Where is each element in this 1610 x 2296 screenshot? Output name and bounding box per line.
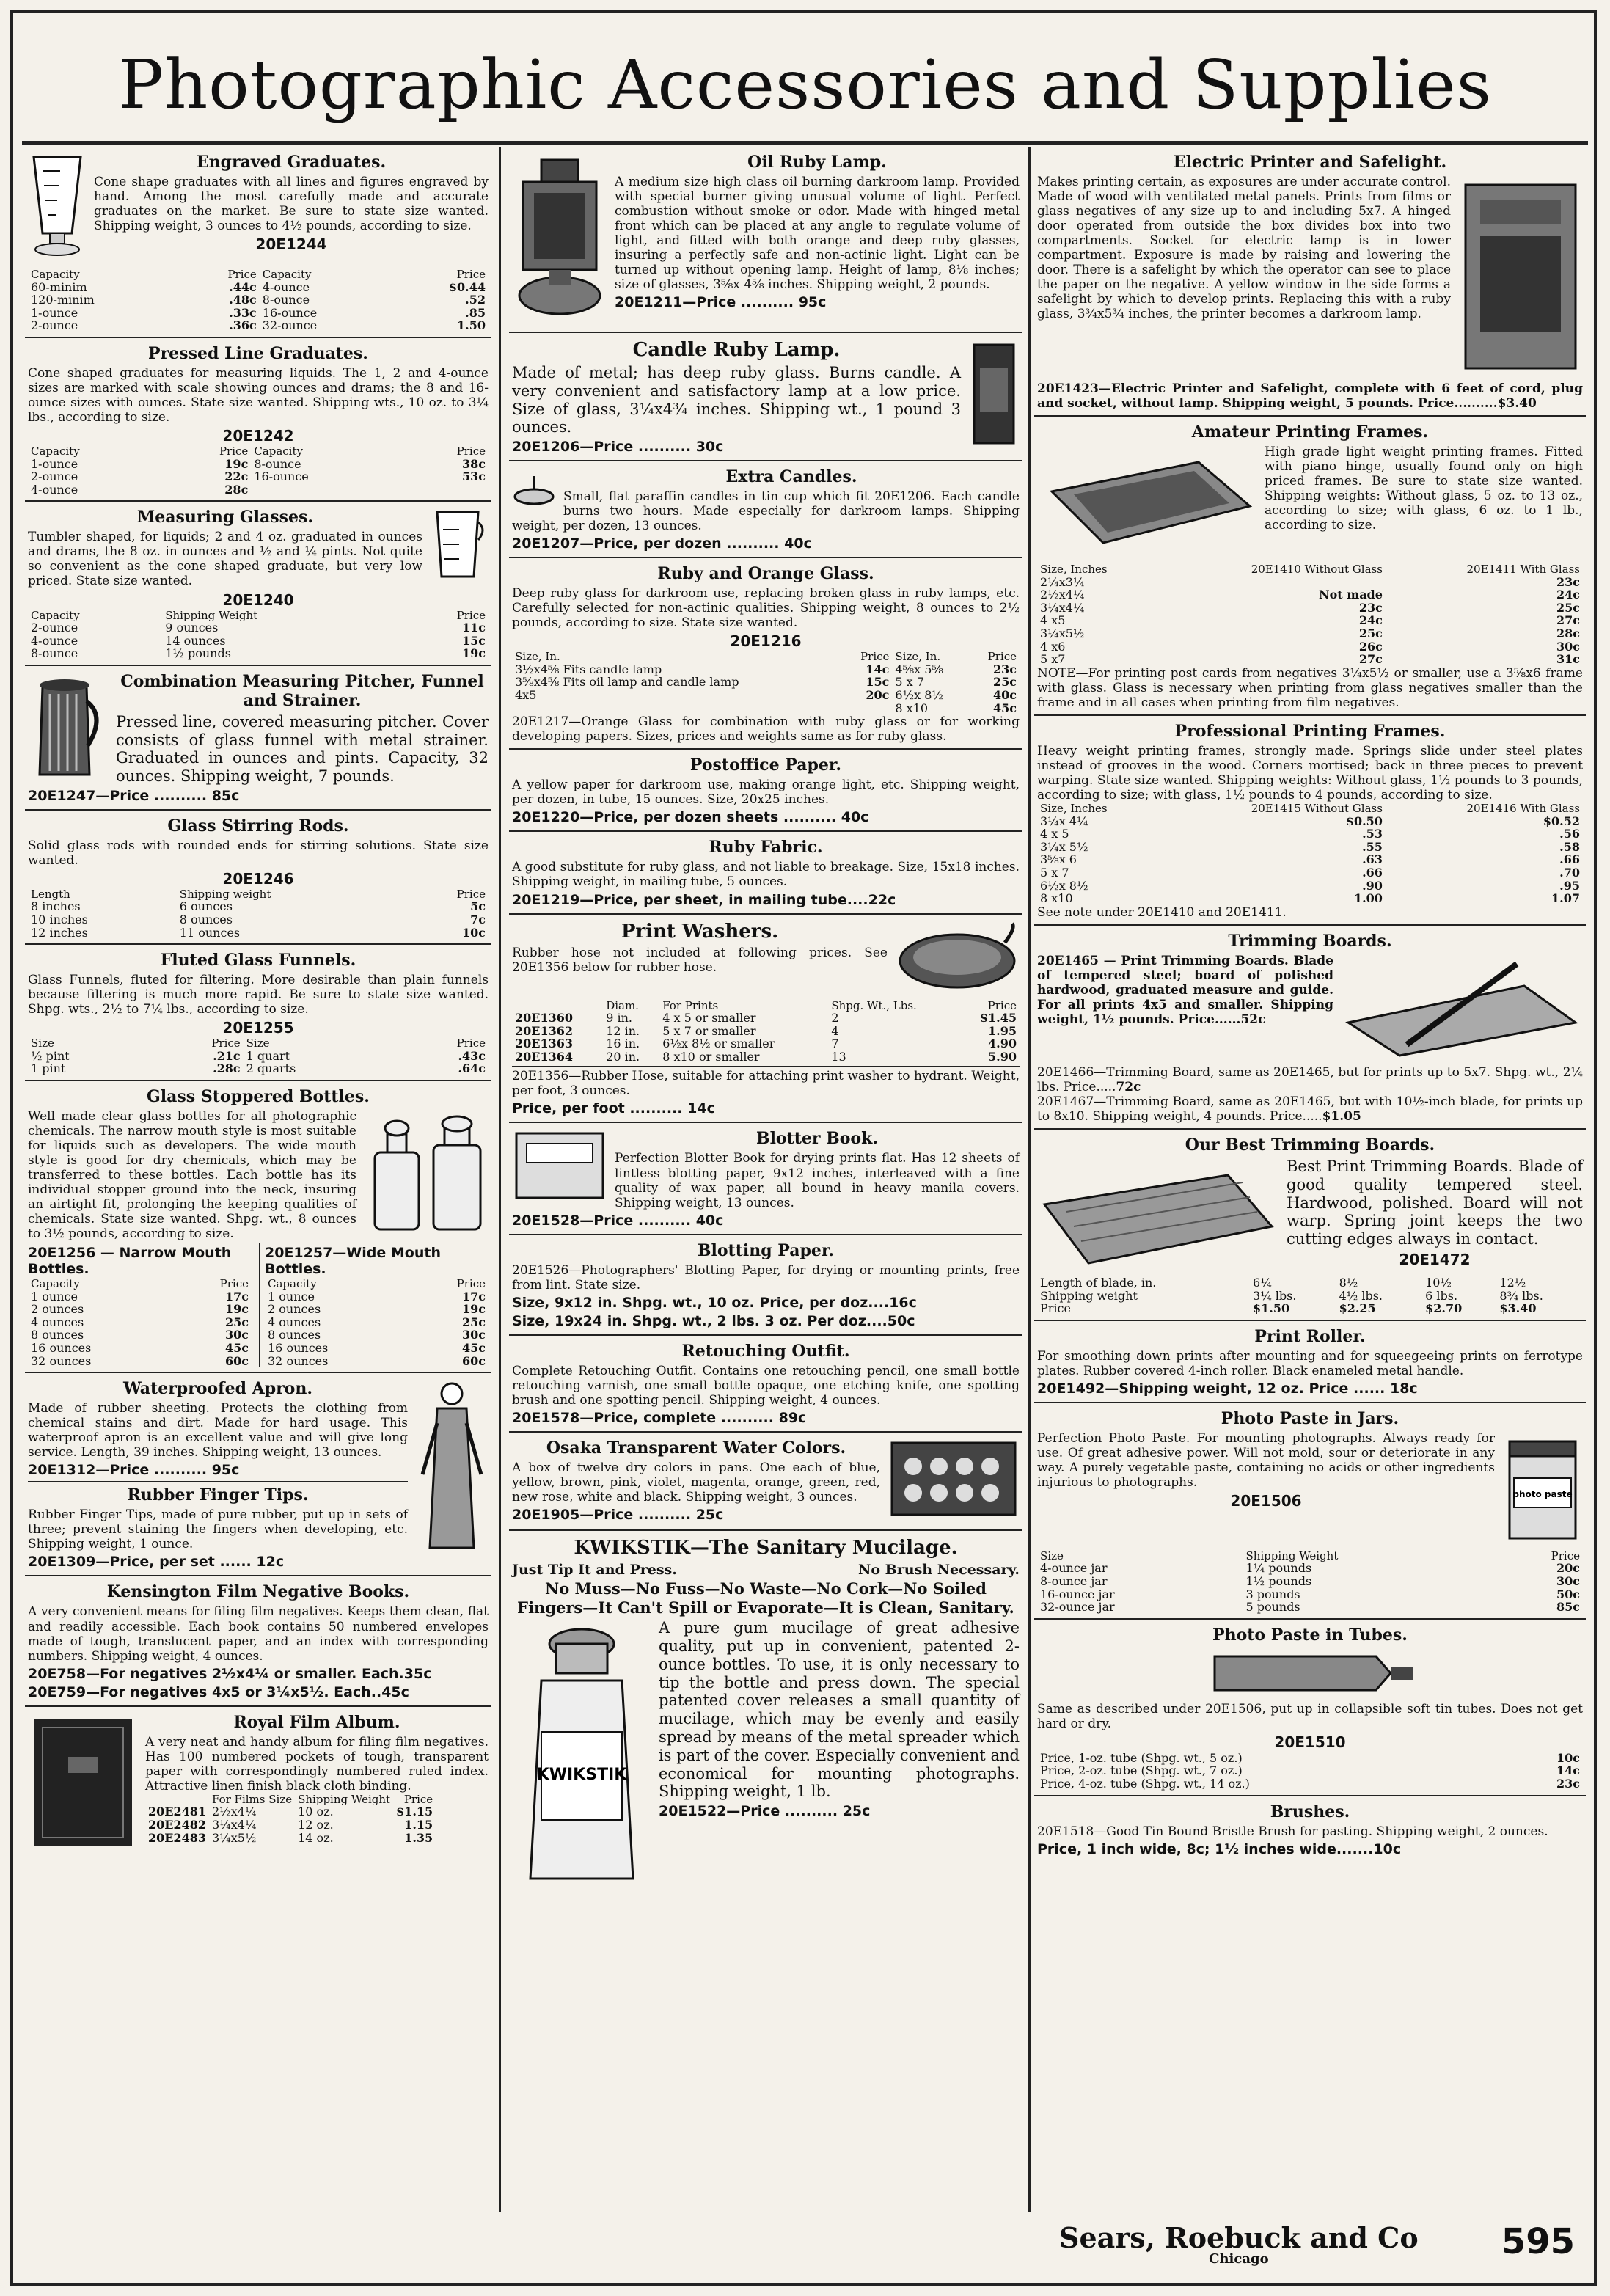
table-row: 4x5 20c 6½x 8½ 40c (515, 688, 1017, 703)
section-text: Perfection Photo Paste. For mounting photographs. Always ready for use. Of great adhesive power. Will not mold, sour or deteriorate in any way. A purely vegetable paste, containing no acids or other ingredients injurious to photographs. (1037, 1430, 1495, 1490)
page-footer (10, 2215, 1597, 2274)
best-trimming-board-icon (1037, 1160, 1279, 1273)
section-title: Osaka Transparent Water Colors. (546, 1438, 846, 1458)
section-note: 20E1356—Rubber Hose, suitable for attaching print washer to hydrant. Weight, per foot, 3 ounces. (512, 1066, 1020, 1098)
section-text: Well made clear glass bottles for all photographic chemicals. The narrow mouth style is most suitable for liquids such as developers. The wide mouth style is good for dry chemicals, which may be transferred to these bottles. Each bottle has its individual stopper ground into the neck, insuring an airtight fit, prolonging the keeping qualities of chemicals. State size wanted. Shpg. wt., 8 ounces to 3½ pounds, according to size. (28, 1109, 356, 1242)
section-title: Our Best Trimming Boards. (1185, 1135, 1435, 1155)
section-album (25, 1707, 491, 1862)
catalog-number: 20E1246 (222, 869, 294, 888)
paint-box-icon (888, 1438, 1020, 1522)
catalog-number: 20E1255 (222, 1019, 294, 1037)
bottles-icon (364, 1112, 489, 1240)
table-row: Price, 1-oz. tube (Shpg. wt., 5 oz.) 10c (1040, 1750, 1580, 1765)
order-line: 20E1247—Price .......... 85c (28, 787, 240, 804)
section-funnels (25, 945, 491, 1081)
price-table: Capacity Price 1 ounce 17c 2 ounces 19c 4 ounces 25c 8 ounces 30c 16 ounces 45c 32 ounces 60c (265, 1278, 489, 1367)
section-title: Waterproofed Apron. (123, 1379, 312, 1399)
section-retouching (509, 1336, 1022, 1433)
section-title: Pressed Line Graduates. (148, 343, 368, 363)
column-divider (499, 147, 501, 2212)
section-bottles (25, 1081, 491, 1373)
table-row: 16 ounces 45c (31, 1340, 249, 1355)
order-line: 20E1207—Price, per dozen .......... 40c (512, 535, 812, 552)
section-text: Heavy weight printing frames, strongly made. Springs slide under steel plates instead of grooves in the wood. Corners mortised; back in three pieces to prevent warping. State size wanted. Shipping weights: Without glass, 1½ pounds to 3 pounds, according to size; with glass, 1½ pounds to 4 pounds, according to size. (1037, 743, 1583, 803)
section-text: Complete Retouching Outfit. Contains one retouching pencil, one small bottle retouching varnish, one small bottle opaque, one etching knife, one spotting brush and one spotting pencil. Shipping weight, 4 ounces. (512, 1363, 1020, 1408)
table-row: Price $1.50 $2.25 $2.70 $3.40 (1040, 1301, 1537, 1316)
price-table: Size, Inches 20E1410 Without Glass 20E1411 With Glass 2¼x3¼ 23c 2½x4¼ Not made 24c 3¼x4¼ 23c 25c 4 x5 24c 27c 3¼x5½ 25c 28c 4 x6 26c 30c 5 x7 27c 31c (1037, 563, 1583, 666)
print-washer-icon (895, 921, 1020, 997)
section-title: Amateur Printing Frames. (1191, 423, 1429, 442)
section-electric-printer (1034, 147, 1586, 417)
trimming-board-icon (1341, 957, 1583, 1062)
table-row: ½ pint .21c 1 quart .43c (31, 1048, 486, 1063)
table-row: Length of blade, in. 6¼ 8½ 10½ 12½ (1040, 1275, 1526, 1290)
section-paste-tubes (1034, 1620, 1586, 1796)
table-row: 1 pint .28c 2 quarts .64c (31, 1061, 486, 1076)
oil-lamp-icon (512, 153, 607, 324)
section-pitcher (25, 666, 491, 811)
table-row: 16-ounce jar 3 pounds 50c (1040, 1587, 1580, 1601)
section-oil-lamp (509, 147, 1022, 333)
section-text: Perfection Blotter Book for drying prints flat. Has 12 sheets of lintless blotting paper, 9x12 inches, interleaved with a fine quality of wax paper, all bound in heavy manila covers. Shipping weight, 13 ounces. (615, 1151, 1020, 1210)
section-amateur-frames (1034, 417, 1586, 716)
table-row: 8 inches 6 ounces 5c (31, 899, 486, 914)
company-signature: Sears, Roebuck and Co Chicago (1059, 2221, 1419, 2267)
section-text: A very convenient means for filing film negatives. Keeps them clean, flat and readily accessible. Each book contains 50 numbered envelopes made of tough, translucent paper, and an index with corresponding numbers. Shipping weight, 4 ounces. (28, 1604, 489, 1664)
section-candles (509, 461, 1022, 558)
section-title: Ruby Fabric. (709, 838, 823, 858)
order-line: 20E758—For negatives 2½x4¼ or smaller. Each.35c (28, 1665, 432, 1682)
section-title: KWIKSTIK—The Sanitary Mucilage. (574, 1536, 958, 1559)
table-row: 6½x 8½ .90 .95 (1040, 878, 1580, 893)
section-title: Print Washers. (621, 920, 779, 943)
table-row: 2 ounces 19c (31, 1302, 249, 1317)
section-title: Blotting Paper. (697, 1240, 835, 1260)
section-title: Fluted Glass Funnels. (160, 951, 356, 970)
candle-lamp-icon (968, 339, 1020, 452)
order-line: Size, 9x12 in. Shpg. wt., 10 oz. Price, per doz....16c (512, 1294, 917, 1311)
section-text: A box of twelve dry colors in pans. One each of blue, yellow, brown, pink, violet, magenta, orange, green, red, new rose, white and black. Shipping weight, 3 ounces. (512, 1460, 880, 1505)
price-table (1037, 1752, 1583, 1791)
price-table: Length Shipping weight Price 8 inches 6 ounces 5c 10 inches 8 ounces 7c 12 inches 11 ounces 10c (28, 888, 489, 939)
catalog-number: 20E1244 (255, 235, 327, 254)
table-row: 3¼x5½ 25c 28c (1040, 626, 1580, 640)
column-middle (509, 147, 1022, 2212)
subheading-row: Just Tip It and Press. No Brush Necessary. (512, 1561, 1020, 1578)
table-row: 3⅝x4⅝ Fits oil lamp and candle lamp 15c 5 x 7 25c (515, 675, 1017, 690)
table-row: 1-ounce .33c 16-ounce .85 (31, 305, 486, 320)
section-title: Glass Stoppered Bottles. (147, 1087, 370, 1107)
price-table: Size Shipping Weight Price 4-ounce jar 1¼ pounds 20c 8-ounce jar 1½ pounds 30c 16-ounce jar 3 pounds 50c 32-ounce jar 5 pounds 85c (1037, 1550, 1583, 1614)
album-icon (28, 1713, 138, 1855)
table-row: 2-ounce .36c 32-ounce 1.50 (31, 318, 486, 333)
catalog-number: 20E1510 (1274, 1733, 1346, 1751)
section-stirring-rods (25, 811, 491, 945)
section-text: Rubber hose not included at following prices. See 20E1356 below for rubber hose. (512, 945, 888, 975)
section-engraved-graduates (25, 147, 491, 338)
order-line: 20E1312—Price .......... 95c (28, 1462, 240, 1479)
svg-text:KWIKSTIK: KWIKSTIK (536, 1766, 627, 1785)
section-candle-lamp (509, 333, 1022, 461)
page-number: 595 (1501, 2221, 1575, 2262)
order-line: 20E1219—Price, per sheet, in mailing tube....22c (512, 891, 896, 908)
catalog-number: 20E1216 (730, 632, 802, 651)
section-note: NOTE—For printing post cards from negatives 3¼x5½ or smaller, use a 3⅝x6 frame with glass. Glass is necessary when printing from glass negatives smaller than the frame and in all cases when printing from film negatives. (1037, 665, 1583, 710)
column-right (1034, 147, 1586, 2212)
table-row: 20E1363 16 in. 6½x 8½ or smaller 7 4.90 (515, 1037, 1017, 1051)
section-note: 20E1217—Orange Glass for combination with ruby glass or for working developing papers. Sizes, prices and weights same as for ruby glass. (512, 714, 1020, 745)
section-text: Same as described under 20E1506, put up in collapsible soft tin tubes. Does not get hard or dry. (1037, 1701, 1583, 1731)
table-row: 20E2482 3¼x4¼ 12 oz. 1.15 (148, 1817, 433, 1832)
table-row: 10 inches 8 ounces 7c (31, 913, 486, 927)
section-kensington (25, 1576, 491, 1706)
order-line: 20E1492—Shipping weight, 12 oz. Price ...... 18c (1037, 1380, 1418, 1397)
section-professional-frames (1034, 716, 1586, 926)
measuring-glass-icon (430, 508, 489, 584)
section-blotting-paper (509, 1235, 1022, 1336)
table-row: 2-ounce 9 ounces 11c (31, 621, 486, 635)
section-text: 20E1526—Photographers' Blotting Paper, for drying or mounting prints, free from lint. State size. (512, 1262, 1020, 1293)
table-row: 4-ounce 14 ounces 15c (31, 633, 486, 648)
section-osaka (509, 1433, 1022, 1531)
table-row: Price, 4-oz. tube (Shpg. wt., 14 oz.) 23c (1040, 1777, 1580, 1791)
order-line: 20E1578—Price, complete .......... 89c (512, 1409, 807, 1426)
table-row: 20E2481 2½x4¼ 10 oz. $1.15 (148, 1805, 433, 1819)
table-row: 32 ounces 60c (31, 1353, 249, 1368)
table-row: 20E1364 20 in. 8 x10 or smaller 13 5.90 (515, 1049, 1017, 1064)
paste-jar-icon (1502, 1434, 1583, 1547)
table-row: 16 ounces 45c (268, 1340, 486, 1355)
table-row: 32 ounces 60c (268, 1353, 486, 1368)
order-line: 20E1309—Price, per set ...... 12c (28, 1554, 285, 1571)
table-row: 4 x6 26c 30c (1040, 639, 1580, 654)
section-text: A pure gum mucilage of great adhesive quality, put up in convenient, patented 2-ounce bottles. To use, it is only necessary to tip the bottle and press down. The special patented cover releases a small quantity of mucilage, which may be evenly and easily spread by means of the metal spreader which is part of the cover. Especially convenient and economical for mounting photographs. Shipping weight, 1 lb. (659, 1619, 1020, 1801)
graduate-glass-icon (28, 153, 87, 266)
section-text: 20E1518—Good Tin Bound Bristle Brush for pasting. Shipping weight, 2 ounces. (1037, 1824, 1548, 1839)
table-row: 4-ounce jar 1¼ pounds 20c (1040, 1561, 1580, 1576)
order-line: Size, 19x24 in. Shpg. wt., 2 lbs. 3 oz. Per doz....50c (512, 1312, 915, 1329)
mucilage-bottle-icon (512, 1622, 651, 1889)
section-text: High grade light weight printing frames. Fitted with piano hinge, usually found only on high priced frames. Be sure to state size wanted. Shipping weights: Without glass, 5 oz. to 13 oz., according to size; with glass, 6 oz. to 1 lb., according to size. (1265, 445, 1583, 533)
table-row: 1-ounce 19c 8-ounce 38c (31, 456, 486, 471)
table-row: 20E1360 9 in. 4 x 5 or smaller 2 $1.45 (515, 1011, 1017, 1025)
order-line: 20E1466—Trimming Board, same as 20E1465, but for prints up to 5x7. Shpg. wt., 2¼ lbs. Price.....72c (1037, 1064, 1583, 1094)
table-row: 3¼x4¼ 23c 25c (1040, 600, 1580, 615)
title-rule (22, 141, 1588, 145)
section-title: Photo Paste in Jars. (1221, 1408, 1399, 1428)
section-text: Best Print Trimming Boards. Blade of good quality tempered steel. Hardwood, polished. Board will not warp. Spring joint keeps the two cutting edges always in contact. (1287, 1157, 1583, 1248)
section-title: Retouching Outfit. (681, 1341, 850, 1361)
catalog-number: 20E1240 (222, 591, 294, 609)
section-title: Extra Candles. (725, 467, 857, 487)
order-line: 20E1528—Price .......... 40c (512, 1212, 724, 1229)
section-text: A good substitute for ruby glass, and not liable to breakage. Size, 15x18 inches. Shipping weight, in mailing tube, 5 ounces. (512, 860, 1020, 890)
table-row: 1 ounce 17c (268, 1289, 486, 1304)
section-title: Ruby and Orange Glass. (657, 564, 874, 584)
electric-printer-icon (1458, 178, 1583, 379)
section-paste-jars (1034, 1403, 1586, 1620)
order-line: 20E1220—Price, per dozen sheets .......... 40c (512, 809, 869, 826)
table-row: 120-minim .48c 8-ounce .52 (31, 293, 486, 307)
table-row: 8 x10 45c (895, 701, 1017, 715)
catalog-number: 20E1242 (222, 427, 294, 445)
column-divider (1028, 147, 1031, 2212)
table-row: 3¼x 4¼ $0.50 $0.52 (1040, 814, 1580, 828)
catalog-number: 20E1257—Wide Mouth Bottles. (265, 1245, 441, 1278)
table-row: 32-ounce jar 5 pounds 85c (1040, 1600, 1580, 1615)
table-row: 2¼x3¼ 23c (1040, 574, 1580, 589)
order-line: 20E1206—Price .......... 30c (512, 439, 724, 456)
section-ruby-fabric (509, 832, 1022, 914)
section-title: Electric Printer and Safelight. (1173, 153, 1447, 172)
section-text: Made of rubber sheeting. Protects the clothing from chemical stains and dirt. Made for hard usage. This waterproof apron is an excellent value and will give long service. Length, 39 inches. Shipping weight, 13 ounces. (28, 1401, 408, 1460)
section-title: Professional Printing Frames. (1174, 721, 1446, 741)
order-line: Price, 1 inch wide, 8c; 1½ inches wide.......10c (1037, 1840, 1402, 1857)
section-title: Postoffice Paper. (689, 756, 842, 775)
section-pressed-graduates (25, 338, 491, 502)
section-text: A medium size high class oil burning darkroom lamp. Provided with special burner giving unusual volume of light. Perfect combustion without smoke or odor. Made with hinged metal front which can be placed at any angle to regulate volume of light, and fitted with both orange and deep ruby glasses, insuring a perfectly safe and non-actinic light. Light can be turned up without opening lamp. Height of lamp, 8⅛ inches; size of glasses, 3⅝x 4⅝ inches. Shipping weight, 2 pounds. (615, 175, 1020, 293)
table-row: Shipping weight 3¼ lbs. 4½ lbs. 6 lbs. 8¾ lbs. (1040, 1288, 1543, 1303)
section-text: 20E1465 — Print Trimming Boards. Blade of tempered steel; board of polished hardwood, graduated measure and guide. For all prints 4x5 and smaller. Shipping weight, 1½ pounds. Price......52c (1037, 953, 1333, 1027)
section-text: Makes printing certain, as exposures are under accurate control. Made of wood with ventilated metal panels. Prints from films or glass negatives of any size up to and including 5x7. A hinged door operated from outside the box divides box into two compartments. Socket for electric lamp is in lower compartment. Exposure is made by raising and lowering the door. There is a safelight by which the operator can see to place the paper on the negative. A yellow window in the side forms a safelight by which to develop prints. Replacing this with a ruby glass, 3¾x5¾ inches, the printer becomes a darkroom lamp. (1037, 175, 1451, 322)
section-text: Cone shaped graduates for measuring liquids. The 1, 2 and 4-ounce sizes are marked with scale showing ounces and drams; the 8 and 16-ounce sizes with ounces. State size wanted. Shipping wts., 10 oz. to 3¼ lbs., according to size. (28, 365, 489, 425)
catalog-number: 20E1472 (1399, 1250, 1471, 1268)
price-table: Capacity Price 1 ounce 17c 2 ounces 19c 4 ounces 25c 8 ounces 30c 16 ounces 45c 32 ounces 60c (28, 1278, 252, 1367)
section-title: Combination Measuring Pitcher, Funnel and Strainer. (120, 671, 484, 710)
order-line: 20E1905—Price .......... 25c (512, 1507, 724, 1524)
section-title: Engraved Graduates. (196, 153, 387, 172)
section-kwikstik (509, 1531, 1022, 1897)
table-row: 8-ounce 1½ pounds 19c (31, 646, 486, 661)
apron-figure-icon (415, 1379, 489, 1558)
section-note: See note under 20E1410 and 20E1411. (1037, 904, 1287, 920)
section-title: Blotter Book. (755, 1129, 879, 1149)
table-row: 4-ounce 28c (31, 482, 249, 497)
section-title: Print Roller. (1254, 1326, 1366, 1346)
section-title: Royal Film Album. (233, 1712, 400, 1732)
column-left (25, 147, 491, 2212)
table-row: 60-minim .44c 4-ounce $0.44 (31, 279, 486, 294)
section-print-roller (1034, 1321, 1586, 1403)
table-row: 8-ounce jar 1½ pounds 30c (1040, 1573, 1580, 1588)
price-table: Diam. For Prints Shpg. Wt., Lbs. Price 20E1360 9 in. 4 x 5 or smaller 2 $1.45 20E1362 12 in. 5 x 7 or smaller 4 1.95 20E1363 16 in. 6½x 8½ or smaller 7 4.90 20E1364 20 in. 8 x10 or smaller 13 5.90 (512, 1000, 1020, 1064)
section-text: Pressed line, covered measuring pitcher. Cover consists of glass funnel with metal strainer. Graduated in ounces and pints. Capacity, 32 ounces. Shipping weight, 7 pounds. (116, 712, 489, 786)
price-table (1037, 1276, 1583, 1315)
table-row: 12 inches 11 ounces 10c (31, 925, 486, 940)
table-row: 3¼x 5½ .55 .58 (1040, 839, 1580, 854)
table-row: 2½x4¼ Not made 24c (1040, 588, 1580, 602)
table-row: Price, 2-oz. tube (Shpg. wt., 7 oz.) 14c (1040, 1763, 1580, 1778)
table-row: 3½x4⅝ Fits candle lamp 14c 4⅝x 5⅝ 23c (515, 662, 1017, 676)
section-measuring-glasses (25, 502, 491, 665)
section-text: Deep ruby glass for darkroom use, replacing broken glass in ruby lamps, etc. Carefully selected for non-actinic qualities. Shipping weight, 8 ounces to 2½ pounds, according to size. State size wanted. (512, 586, 1020, 631)
table-row: 4 x 5 .53 .56 (1040, 827, 1580, 841)
price-table: Capacity Price Capacity Price 1-ounce 19c 8-ounce 38c 2-ounce 22c 16-ounce 53c 4-ounce 28c (28, 445, 489, 496)
table-row: 4 x5 24c 27c (1040, 613, 1580, 628)
section-title: Photo Paste in Tubes. (1212, 1625, 1408, 1645)
page-title: Photographic Accessories and Supplies (118, 45, 1492, 124)
section-postoffice-paper (509, 750, 1022, 832)
order-line: 20E1423—Electric Printer and Safelight, complete with 6 feet of cord, plug and socket, without lamp. Shipping weight, 5 pounds. Price..........$3.40 (1037, 381, 1583, 412)
table-row: 2 ounces 19c (268, 1302, 486, 1317)
table-row: 20E1362 12 in. 5 x 7 or smaller 4 1.95 (515, 1023, 1017, 1038)
candle-icon (512, 467, 556, 511)
section-best-trimming (1034, 1130, 1586, 1321)
table-row: 3⅝x 6 .63 .66 (1040, 852, 1580, 867)
price-table: Size Price Size Price ½ pint .21c 1 quart .43c 1 pint .28c 2 quarts .64c (28, 1037, 489, 1075)
table-row: 20E2483 3¼x5½ 14 oz. 1.35 (148, 1830, 433, 1845)
order-line: 20E759—For negatives 4x5 or 3¼x5½. Each..45c (28, 1683, 409, 1700)
section-text: Glass Funnels, fluted for filtering. More desirable than plain funnels because filtering is much more rapid. Be sure to state size wanted. Shpg. wts., 2½ to 7¼ lbs., according to size. (28, 973, 489, 1017)
section-title: Brushes. (1270, 1802, 1350, 1821)
section-title: Rubber Finger Tips. (28, 1481, 408, 1505)
section-title: Glass Stirring Rods. (167, 816, 349, 836)
section-title: Candle Ruby Lamp. (632, 339, 841, 361)
section-text: Tumbler shaped, for liquids; 2 and 4 oz. graduated in ounces and drams, the 8 oz. in ounces and ½ and ¼ pints. Not quite so convenient as the cone shaped graduate, but very low priced. State size wanted. (28, 530, 422, 589)
section-title: Measuring Glasses. (136, 508, 314, 527)
table-row: 4 ounces 25c (31, 1315, 249, 1329)
order-line: 20E1467—Trimming Board, same as 20E1465, but with 10½-inch blade, for prints up to 8x10. Shipping weight, 4 pounds. Price.....$1.05 (1037, 1094, 1583, 1124)
section-blotter-book (509, 1123, 1022, 1235)
price-table: Size, In. Price Size, In. Price 3½x4⅝ Fits candle lamp 14c 4⅝x 5⅝ 23c 3⅝x4⅝ Fits oil lamp and candle lamp 15c 5 x 7 25c 4x5 20c 6½x 8½ 40c 8 x10 45c (512, 651, 1020, 714)
section-title: Oil Ruby Lamp. (747, 153, 887, 172)
section-ruby-glass (509, 558, 1022, 750)
section-text: Rubber Finger Tips, made of pure rubber, put up in sets of three; prevent staining the fingers when developing, etc. Shipping weight, 1 ounce. (28, 1507, 408, 1552)
table-row: 2-ounce 22c 16-ounce 53c (31, 469, 486, 484)
price-table: Capacity Shipping Weight Price 2-ounce 9 ounces 11c 4-ounce 14 ounces 15c 8-ounce 1½ pounds 19c (28, 610, 489, 660)
svg-text:photo paste: photo paste (1512, 1488, 1573, 1499)
table-row: 4 ounces 25c (268, 1315, 486, 1329)
catalog-number: 20E1256 — Narrow Mouth Bottles. (28, 1245, 232, 1278)
section-text: Cone shape graduates with all lines and figures engraved by hand. Among the most carefully made and accurate graduates on the market. Be sure to state size wanted. Shipping weight, 3 ounces to 4½ pounds, according to size. (94, 175, 489, 234)
section-title: Kensington Film Negative Books. (106, 1582, 410, 1602)
section-print-washers (509, 915, 1022, 1124)
section-brushes (1034, 1796, 1586, 1862)
price-table: Capacity Price Capacity Price 60-minim .44c 4-ounce $0.44 120-minim .48c 8-ounce .52 1-ounce .33c 16-ounce .85 2-ounce .36c 32-ounce 1.50 (28, 268, 489, 332)
price-table: For Films Size Shipping Weight Price 20E2481 2½x4¼ 10 oz. $1.15 20E2482 3¼x4¼ 12 oz. 1.15 20E2483 3¼x5½ 14 oz. 1.35 (145, 1794, 436, 1844)
table-row: 8 ounces 30c (268, 1328, 486, 1342)
section-text: A yellow paper for darkroom use, making orange light, etc. Shipping weight, per dozen, in tube, 15 ounces. Size, 20x25 inches. (512, 778, 1020, 808)
section-text: Solid glass rods with rounded ends for stirring solutions. State size wanted. (28, 838, 489, 868)
section-text: A very neat and handy album for filing film negatives. Has 100 numbered pockets of tough, transparent paper with correspondingly numbered ruled index. Attractive linen finish black cloth binding. (145, 1734, 489, 1794)
section-title: Trimming Boards. (1228, 931, 1392, 951)
section-trimming-boards (1034, 926, 1586, 1130)
price-table: Size, Inches 20E1415 Without Glass 20E1416 With Glass 3¼x 4¼ $0.50 $0.52 4 x 5 .53 .56 3¼x 5½ .55 .58 3⅝x 6 .63 .66 5 x 7 .66 .70 6½x 8½ .90 .95 8 x10 1.00 1.07 (1037, 802, 1583, 905)
section-text: For smoothing down prints after mounting and for squeegeeing prints on ferrotype plates. Rubber covered 4-inch roller. Black enameled metal handle. (1037, 1348, 1583, 1378)
section-text: Small, flat paraffin candles in tin cup which fit 20E1206. Each candle burns two hours. Made especially for darkroom lamps. Shipping weight, per dozen, 13 ounces. (512, 489, 1020, 534)
table-row: 5 x 7 .66 .70 (1040, 865, 1580, 880)
order-line: Price, per foot .......... 14c (512, 1100, 715, 1117)
section-apron-tips (25, 1373, 491, 1576)
section-text: Made of metal; has deep ruby glass. Burns candle. A very convenient and satisfactory lamp at a low price. Size of glass, 3¼x4¾ inches. Shipping wt., 1 pound 3 ounces. (512, 364, 961, 436)
table-row: 8 ounces 30c (31, 1328, 249, 1342)
order-line: 20E1522—Price .......... 25c (659, 1803, 871, 1820)
printing-frame-icon (1037, 447, 1257, 560)
table-row: 5 x7 27c 31c (1040, 652, 1580, 667)
pitcher-icon (28, 672, 109, 785)
blotter-book-icon (512, 1129, 607, 1205)
table-row: 1 ounce 17c (31, 1289, 249, 1304)
slogan: No Muss—No Fuss—No Waste—No Cork—No Soiled Fingers—It Can't Spill or Evaporate—It is Clean, Sanitary. (517, 1579, 1014, 1617)
paste-tube-icon (1037, 1648, 1583, 1702)
order-line: 20E1211—Price .......... 95c (615, 294, 827, 311)
table-row: 8 x10 1.00 1.07 (1040, 891, 1580, 906)
catalog-number: 20E1506 (1230, 1492, 1302, 1510)
